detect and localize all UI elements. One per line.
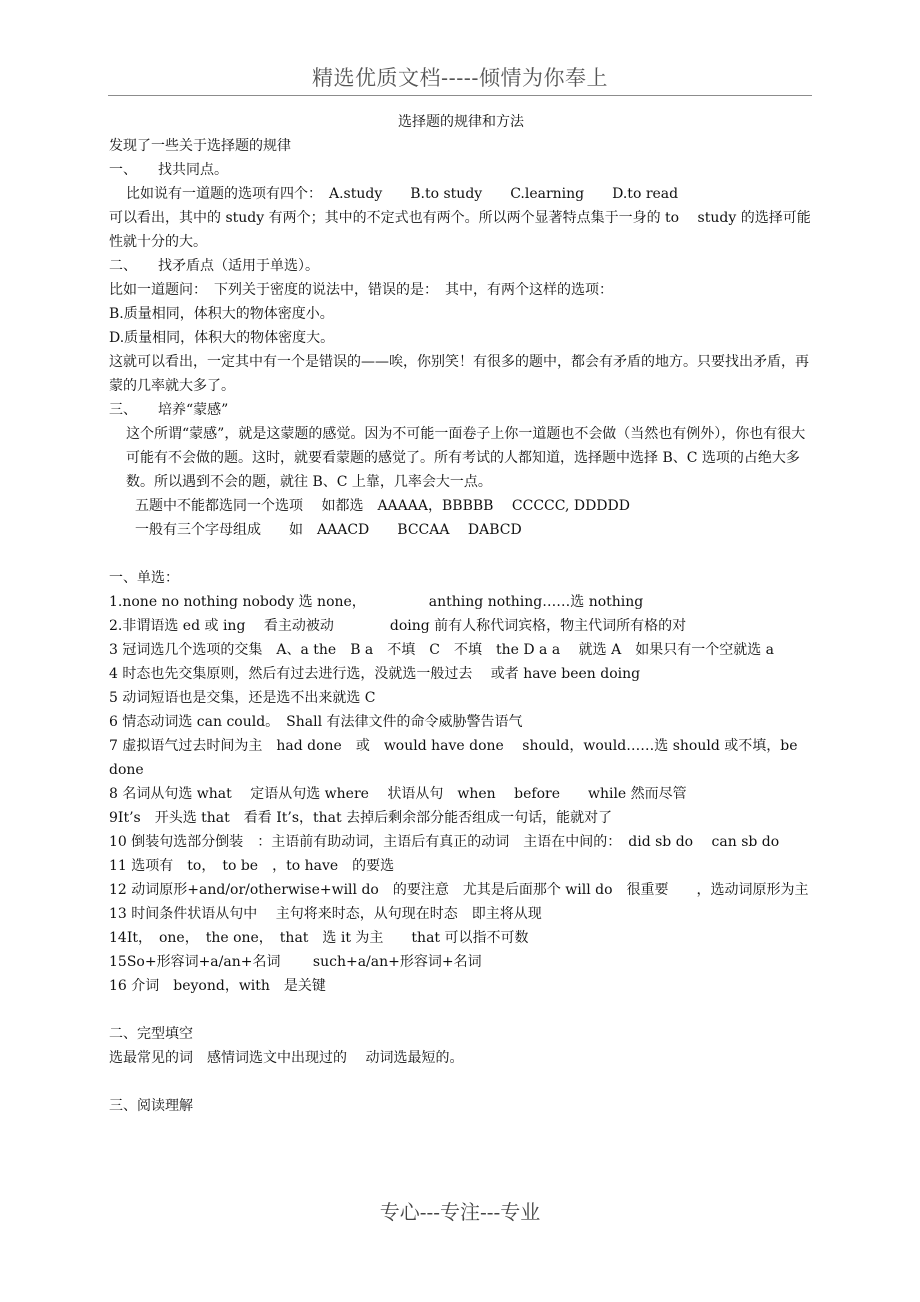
rule3-explanation: 这个所谓“蒙感”，就是这蒙题的感觉。因为不可能一面卷子上你一道题也不会做（当然也有例外），你也有很大可能有不会做的题。这时，就要看蒙题的感觉了。所有考试的人都知道，选择题中选择 B、C 选项的占绝大多数。所以遇到不会的题，就往 B、C 上靠，几率会大一点。: [126, 426, 806, 490]
rule1-heading: 一、 找共同点。: [109, 162, 228, 178]
cloze-text: 选最常见的词 感情词选文中出现过的 动词选最短的。: [109, 1050, 464, 1066]
single-choice-item: 8 名词从句选 what 定语从句选 where 状语从句 when before while 然而尽管: [109, 786, 687, 802]
single-choice-item: 12 动词原形+and/or/otherwise+will do 的要注意 尤其是后面那个 will do 很重要 ，选动词原形为主: [109, 882, 809, 898]
rule2-heading: 二、 找矛盾点（适用于单选）。: [109, 258, 319, 274]
single-choice-item: 14It， one， the one， that 选 it 为主 that 可以指不可数: [109, 930, 529, 946]
page-footer: 专心---专注---专业: [379, 1200, 541, 1224]
spacer: [109, 998, 813, 1022]
header-divider: [108, 95, 812, 96]
single-choice-item: 16 介词 beyond，with 是关键: [109, 978, 326, 994]
page-header: 精选优质文档-----倾情为你奉上: [312, 66, 608, 90]
single-choice-item: 2.非谓语选 ed 或 ing 看主动被动 doing 前有人称代词宾格，物主代词所有格的对: [109, 618, 687, 634]
single-choice-item: 4 时态也先交集原则，然后有过去进行选，没就选一般过去 或者 have been doing: [109, 666, 641, 682]
single-choice-list: [109, 590, 813, 998]
single-choice-item: 6 情态动词选 can could。 Shall 有法律文件的命令威胁警告语气: [109, 714, 523, 730]
single-choice-item: 11 选项有 to， to be ，to have 的要选: [109, 858, 395, 874]
single-choice-heading: 一、单选：: [109, 570, 179, 586]
spacer: [109, 542, 813, 566]
single-choice-item: 10 倒装句选部分倒装 ：主语前有助动词，主语后有真正的动词 主语在中间的： did sb do can sb do: [109, 834, 780, 850]
rule3-note-2: 一般有三个字母组成 如 AAACD BCCAA DABCD: [135, 522, 522, 538]
single-choice-item: 7 虚拟语气过去时间为主 had done 或 would have done should，would……选 should 或不填，be done: [109, 738, 798, 778]
rule1-explanation: 可以看出，其中的 study 有两个；其中的不定式也有两个。所以两个显著特点集于一身的 to study 的选择可能性就十分的大。: [109, 210, 811, 250]
single-choice-item: 5 动词短语也是交集，还是选不出来就选 C: [109, 690, 376, 706]
rule2-explanation: 这就可以看出，一定其中有一个是错误的——唉，你别笑！有很多的题中，都会有矛盾的地方。只要找出矛盾，再蒙的几率就大多了。: [109, 354, 809, 394]
single-choice-item: 9It’s 开头选 that 看看 It’s，that 去掉后剩余部分能否组成一句话，能就对了: [109, 810, 613, 826]
rule1-example: 比如说有一道题的选项有四个： A.study B.to study C.learning D.to read: [126, 186, 679, 202]
spacer: [109, 1070, 813, 1094]
document-body: [109, 110, 813, 1118]
document-title: 选择题的规律和方法: [398, 114, 524, 130]
single-choice-item: 3 冠词选几个选项的交集 A、a the B a 不填 C 不填 the D a a 就选 A 如果只有一个空就选 a: [109, 642, 774, 658]
intro-text: 发现了一些关于选择题的规律: [109, 138, 291, 154]
single-choice-item: 1.none no nothing nobody 选 none， anthing nothing……选 nothing: [109, 594, 644, 610]
cloze-heading: 二、完型填空: [109, 1026, 193, 1042]
reading-heading: 三、阅读理解: [109, 1098, 193, 1114]
rule3-note-1: 五题中不能都选同一个选项 如都选 AAAAA，BBBBB CCCCC, DDDDD: [135, 498, 630, 514]
rule2-option-b: B.质量相同，体积大的物体密度小。: [109, 306, 334, 322]
single-choice-item: 15So+形容词+a/an+名词 such+a/an+形容词+名词: [109, 954, 482, 970]
rule2-option-d: D.质量相同，体积大的物体密度大。: [109, 330, 335, 346]
rule2-question: 比如一道题问： 下列关于密度的说法中，错误的是： 其中，有两个这样的选项：: [109, 282, 613, 298]
rule3-heading: 三、 培养“蒙感”: [109, 402, 229, 418]
single-choice-item: 13 时间条件状语从句中 主句将来时态，从句现在时态 即主将从现: [109, 906, 542, 922]
